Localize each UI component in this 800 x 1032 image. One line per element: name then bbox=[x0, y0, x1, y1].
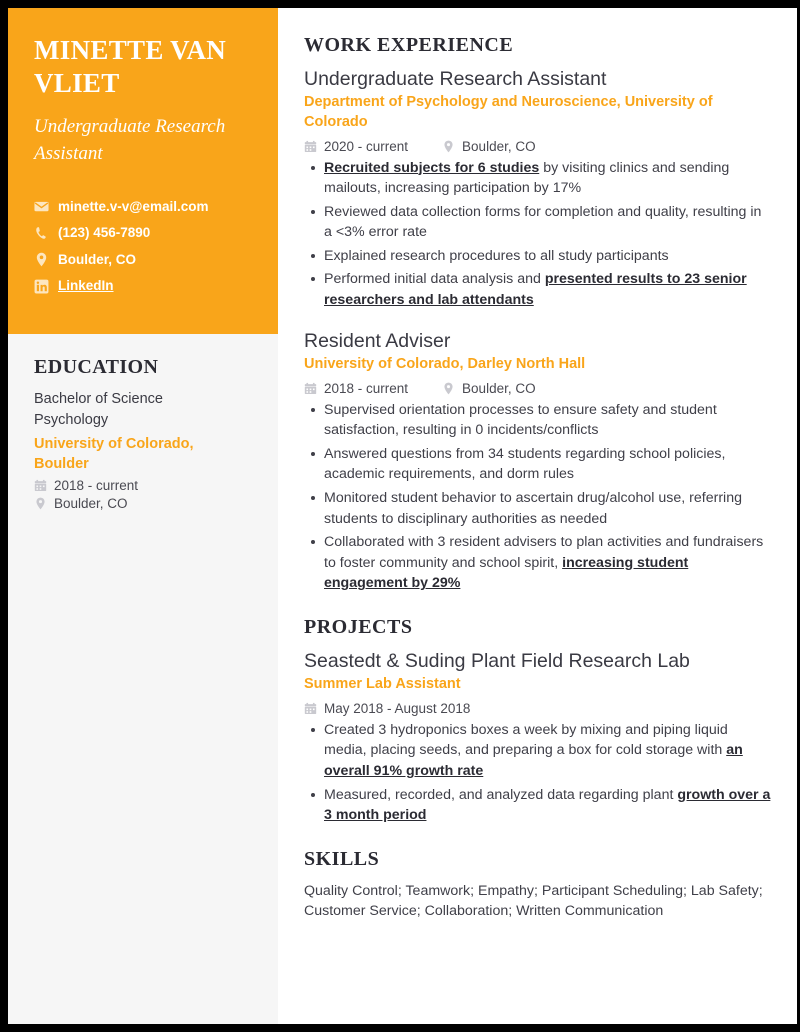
entry-dates-row bbox=[304, 381, 408, 396]
main-content bbox=[278, 8, 797, 1024]
bullet-text: Created 3 hydroponics boxes a week by mixing and piping liquid media, placing seeds, and preparing a box for cold storage with bbox=[324, 721, 728, 759]
entry-dates: 2018 - current bbox=[324, 380, 409, 396]
education-section bbox=[34, 356, 252, 511]
bullet-item bbox=[324, 785, 773, 826]
bullet-text: Explained research procedures to all study participants bbox=[324, 247, 669, 264]
bullet-highlight: presented results to 23 senior researchers and lab attendants bbox=[324, 271, 747, 309]
bullet-highlight: growth over a 3 month period bbox=[324, 786, 771, 824]
contact-label: Boulder, CO bbox=[58, 251, 137, 267]
envelope-icon bbox=[34, 199, 49, 214]
projects-title: PROJECTS bbox=[304, 615, 413, 638]
bullet-highlight: an overall 91% growth rate bbox=[324, 742, 743, 780]
contact-list bbox=[34, 198, 252, 295]
phone-icon bbox=[34, 226, 49, 241]
contact-item-linkedin[interactable] bbox=[34, 277, 252, 295]
bullet-item bbox=[324, 202, 773, 243]
experience-entry bbox=[304, 649, 773, 826]
bullet-item bbox=[324, 246, 773, 267]
bullet-text: Supervised orientation processes to ensure safety and student satisfaction, resulting in 0 incidents/conflicts bbox=[324, 401, 717, 439]
bullet-item bbox=[324, 158, 773, 199]
entry-role: Resident Adviser bbox=[304, 329, 451, 352]
work-experience-section bbox=[304, 34, 773, 594]
entry-location-row bbox=[442, 381, 536, 396]
work-entries bbox=[304, 67, 773, 594]
education-location: Boulder, CO bbox=[54, 496, 128, 512]
bullet-text: Monitored student behavior to ascertain drug/alcohol use, referring students to disciplinary authorities as needed bbox=[324, 489, 742, 527]
experience-entry bbox=[304, 329, 773, 594]
entry-role: Seastedt & Suding Plant Field Research Lab bbox=[304, 649, 690, 672]
bullet-text: Reviewed data collection forms for completion and quality, resulting in a <3% error rate bbox=[324, 203, 762, 241]
contact-item-phone bbox=[34, 224, 252, 242]
bullet-highlight: increasing student engagement by 29% bbox=[324, 554, 689, 592]
bullet-item bbox=[324, 720, 773, 782]
projects-section bbox=[304, 616, 773, 826]
calendar-icon bbox=[34, 479, 47, 492]
education-field: Psychology bbox=[34, 412, 109, 429]
education-degree: Bachelor of Science bbox=[34, 391, 163, 407]
education-dates: 2018 - current bbox=[54, 478, 139, 494]
skills-text: Quality Control; Teamwork; Empathy; Participant Scheduling; Lab Safety; Customer Service; Collaboration; Written Communication bbox=[304, 882, 763, 920]
education-section-title: EDUCATION bbox=[34, 356, 159, 378]
entry-dates: May 2018 - August 2018 bbox=[324, 700, 471, 716]
bullet-item bbox=[324, 444, 773, 485]
entry-meta bbox=[304, 136, 773, 154]
bullet-text: Answered questions from 34 students regarding school policies, academic requirements, and dorm rules bbox=[324, 445, 726, 483]
entry-organization: University of Colorado, Darley North Hall bbox=[304, 356, 586, 373]
location-pin-icon bbox=[442, 140, 455, 153]
calendar-icon bbox=[304, 702, 317, 715]
entry-bullets bbox=[304, 158, 773, 311]
entry-bullets bbox=[304, 720, 773, 826]
bullet-text: Measured, recorded, and analyzed data regarding plant bbox=[324, 786, 678, 803]
education-school: University of Colorado, Boulder bbox=[34, 436, 194, 473]
sidebar-body bbox=[8, 334, 278, 1024]
location-pin-icon bbox=[442, 382, 455, 395]
linkedin-icon bbox=[34, 279, 49, 294]
entry-location: Boulder, CO bbox=[462, 138, 536, 154]
skills-title: SKILLS bbox=[304, 847, 380, 870]
contact-item-location-pin bbox=[34, 251, 252, 269]
entry-dates-row bbox=[304, 139, 408, 154]
bullet-item bbox=[324, 400, 773, 441]
entry-role: Undergraduate Research Assistant bbox=[304, 68, 607, 90]
bullet-text: Performed initial data analysis and bbox=[324, 271, 545, 288]
bullet-highlight: Recruited subjects for 6 studies bbox=[324, 159, 540, 176]
contact-item-envelope bbox=[34, 198, 252, 216]
entry-organization: Department of Psychology and Neuroscience, University of Colorado bbox=[304, 94, 713, 130]
work-experience-title: WORK EXPERIENCE bbox=[304, 34, 514, 56]
bullet-text: Collaborated with 3 resident advisers to plan activities and fundraisers to foster community and school spirit, bbox=[324, 534, 764, 571]
location-pin-icon bbox=[34, 497, 47, 510]
bullet-item bbox=[324, 532, 773, 594]
candidate-name: MINETTE VAN VLIET bbox=[34, 35, 227, 98]
education-dates-row bbox=[34, 478, 252, 493]
resume-page bbox=[8, 8, 797, 1024]
entry-meta bbox=[304, 378, 773, 396]
entry-location-row bbox=[442, 139, 536, 154]
skills-section bbox=[304, 848, 773, 922]
bullet-item bbox=[324, 488, 773, 529]
contact-label: (123) 456-7890 bbox=[58, 225, 151, 241]
sidebar bbox=[8, 8, 278, 1024]
contact-label[interactable]: LinkedIn bbox=[58, 278, 114, 294]
calendar-icon bbox=[304, 140, 317, 153]
experience-entry bbox=[304, 67, 773, 311]
bullet-item bbox=[324, 269, 773, 310]
entry-location: Boulder, CO bbox=[462, 380, 536, 396]
contact-label: minette.v-v@email.com bbox=[58, 198, 209, 214]
sidebar-header bbox=[8, 8, 278, 334]
entry-dates-row bbox=[304, 701, 470, 716]
entry-bullets bbox=[304, 400, 773, 594]
entry-dates: 2020 - current bbox=[324, 138, 409, 154]
calendar-icon bbox=[304, 382, 317, 395]
bullet-text: by visiting clinics and sending mailouts, increasing participation by 17% bbox=[324, 159, 730, 197]
entry-organization: Summer Lab Assistant bbox=[304, 676, 461, 693]
entry-meta bbox=[304, 698, 773, 716]
candidate-headline: Undergraduate Research Assistant bbox=[34, 115, 226, 164]
education-location-row bbox=[34, 496, 252, 511]
project-entries bbox=[304, 649, 773, 826]
location-pin-icon bbox=[34, 252, 49, 267]
